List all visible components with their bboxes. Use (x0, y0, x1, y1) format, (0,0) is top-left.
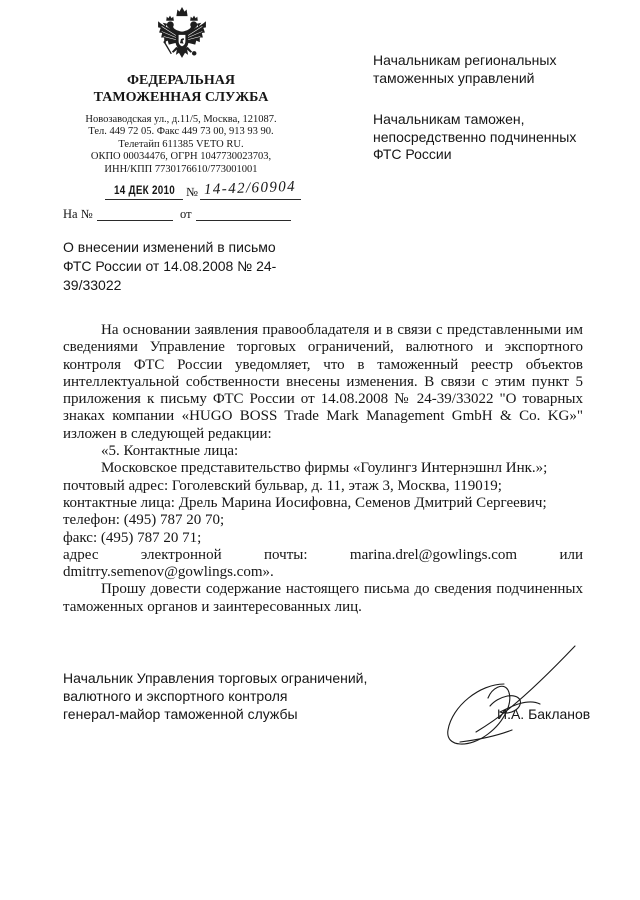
contacts-line: dmitrry.semenov@gowlings.com». (63, 564, 274, 581)
subject-line: О внесении изменений в письмо (63, 239, 276, 255)
handwritten-signature (436, 640, 586, 752)
closing-line: таможенных органов и заинтересованных лиц. (63, 598, 362, 615)
outgoing-number-handwritten: 14-42/60904 (203, 178, 297, 198)
position-line: генерал-майор таможенной службы (63, 706, 298, 722)
letter-body (63, 322, 583, 616)
coat-of-arms-emblem (156, 6, 208, 64)
reply-number-label: На № (63, 207, 93, 221)
signatory-name: И.А. Бакланов (497, 706, 591, 722)
contacts-line: контактные лица: Дрель Марина Иосифовна, Семенов Дмитрий Сергеевич; (63, 494, 547, 511)
closing-line: Прошу довести содержание настоящего письма до сведения подчиненных (101, 581, 583, 598)
addressee-customs-offices (373, 111, 576, 164)
contacts-line: почтовый адрес: Гоголевский бульвар, д. 11, этаж 3, Москва, 119019; (63, 477, 502, 494)
contacts-heading: «5. Контактные лица: (101, 443, 239, 460)
body-line: приложения к письму ФТС России от 14.08.2008 № 24-39/33022 "О товарных (63, 391, 583, 408)
reply-date-line (196, 220, 291, 221)
agency-address-line: Новозаводская ул., д.11/5, Москва, 121087. (85, 114, 277, 125)
contacts-line: телефон: (495) 787 20 70; (63, 512, 225, 529)
agency-contacts (55, 114, 307, 176)
body-line: контроля ФТС России уведомляет, что в таможенный реестр объектов (63, 356, 583, 373)
agency-name-line: ФЕДЕРАЛЬНАЯ (126, 73, 235, 88)
subject-line: ФТС России от 14.08.2008 № 24- (63, 258, 277, 274)
number-sign: № (186, 185, 198, 199)
date-field-line (105, 199, 183, 200)
addressee-line: Начальникам региональных (373, 52, 557, 68)
subject-line: 39/33022 (63, 277, 122, 293)
body-line: изложен в следующей редакции: (63, 425, 272, 442)
agency-phone-line: Тел. 449 72 05. Факс 449 73 00, 913 93 90. (88, 126, 274, 138)
body-line: интеллектуальной собственности внесены изменения. В связи с этим пункт 5 (63, 373, 583, 390)
body-line: сведениями Управление торговых ограничений, валютного и экспортного (63, 339, 583, 356)
addressee-line: непосредственно подчиненных (373, 128, 577, 145)
addressee-regional-administrations (373, 51, 556, 87)
number-field-line (200, 199, 301, 200)
body-line: На основании заявления правообладателя и в связи с представленными им (101, 322, 583, 338)
contacts-line: факс: (495) 787 20 71; (63, 529, 202, 546)
agency-okpo-ogrn-line: ОКПО 00034476, ОГРН 1047730023703, (90, 151, 272, 163)
contacts-line: адрес электронной почты: marina.drel@gowlings.com или (63, 546, 583, 563)
contacts-line: Московское представительство фирмы «Гоулингз Интернэшнл Инк.»; (101, 460, 548, 477)
addressee-line: ФТС России (373, 146, 452, 162)
position-line: Начальник Управления торговых ограничений, (63, 670, 368, 686)
addressee-line: Начальникам таможен, (373, 111, 525, 127)
letter-subject (63, 238, 276, 295)
addressee-line: таможенных управлений (373, 70, 535, 86)
agency-inn-kpp-line: ИНН/КПП 7730176610/773001001 (104, 163, 258, 175)
date-stamp: 14 ДЕК 2010 (114, 185, 176, 197)
position-line: валютного и экспортного контроля (63, 688, 288, 704)
body-line: знаках компании «HUGO BOSS Trade Mark Management GmbH & Co. KG»" (63, 408, 583, 425)
agency-teletype-line: Телетайп 611385 VETO RU. (118, 138, 244, 150)
signatory-position (63, 669, 367, 723)
reply-number-line (97, 220, 173, 221)
agency-name-line: ТАМОЖЕННАЯ СЛУЖБА (93, 90, 269, 105)
reply-date-label: от (180, 207, 192, 221)
agency-name (60, 72, 302, 106)
